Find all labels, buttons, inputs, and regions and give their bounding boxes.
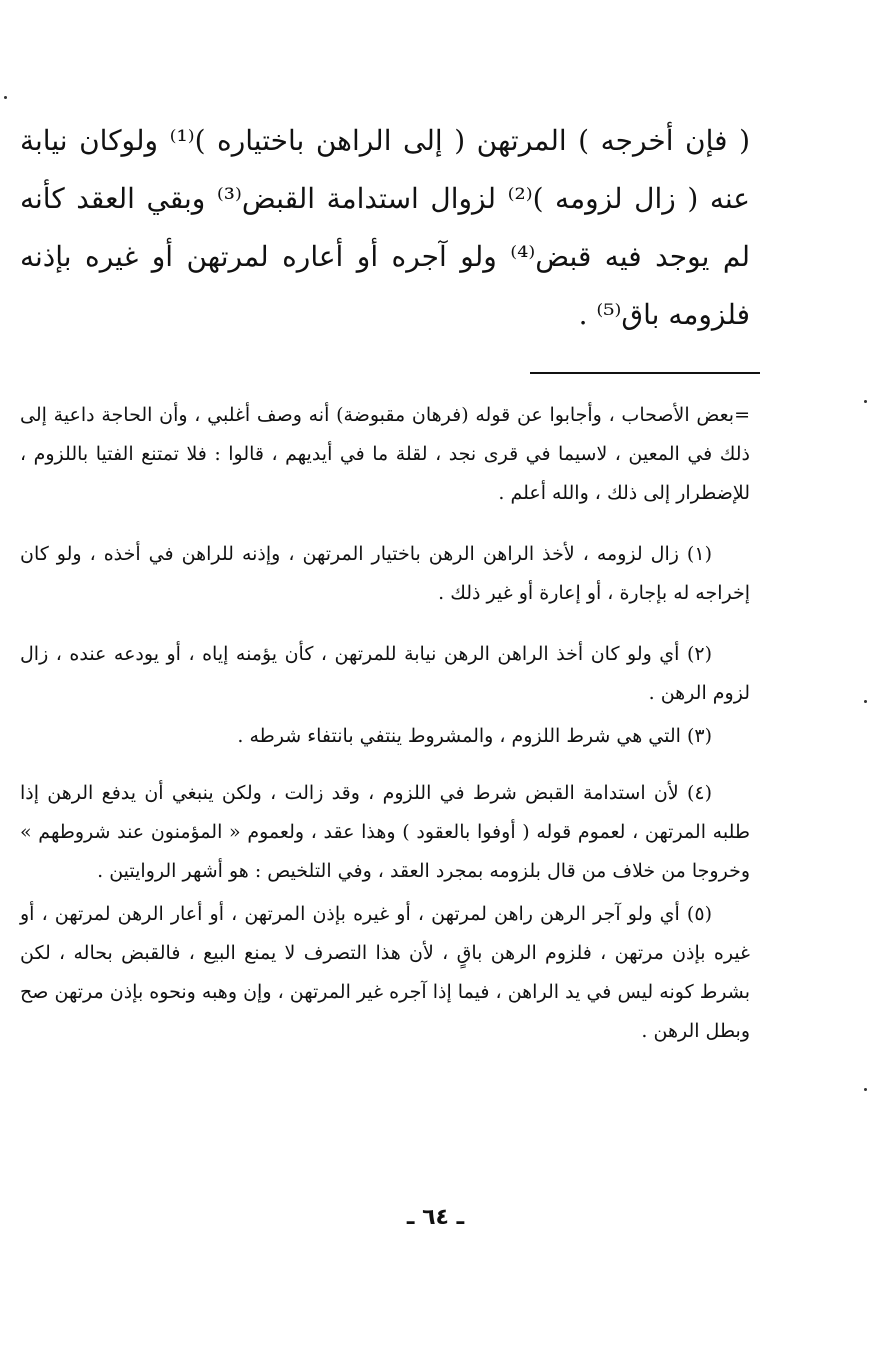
scan-speck (864, 700, 867, 703)
scan-speck (864, 1088, 867, 1091)
footnote-2: (٢) أي ولو كان أخذ الراهن الرهن نيابة للمرتهن ، كأن يؤمنه إياه ، أو يودعه عنده ، زال لزوم الرهن . (20, 643, 750, 704)
main-paragraph: ( فإن أخرجه ) المرتهن ( إلى الراهن باختياره )⁽¹⁾ ولوكان نيابة عنه ( زال لزومه )⁽²⁾ لزوال استدامة القبض⁽³⁾ وبقي العقد كأنه لم يوجد فيه قبض⁽⁴⁾ ولو آجره أو أعاره لمرتهن أو غيره بإذنه فلزومه باق⁽⁵⁾ . (20, 124, 750, 331)
footnote-4: (٤) لأن استدامة القبض شرط في اللزوم ، وقد زالت ، ولكن ينبغي أن يدفع الرهن إذا طلبه المرتهن ، لعموم قوله ( أوفوا بالعقود ) وهذا عقد ، ولعموم « المؤمنون عند شروطهم » وخروجا من خلاف من قال بلزومه بمجرد العقد ، وفي التلخيص : هو أشهر الروايتين . (20, 782, 750, 882)
scan-speck (864, 400, 867, 403)
page-number: ـ ٦٤ ـ (406, 1205, 465, 1230)
footnote-5: (٥) أي ولو آجر الرهن راهن لمرتهن ، أو غيره بإذن المرتهن ، أو أعار الرهن لمرتهن ، أو غيره بإذن مرتهن ، فلزوم الرهن باقٍ ، لأن هذا التصرف لا يمنع البيع ، فالقبض بحاله ، لكن بشرط كونه ليس في يد الراهن ، فيما إذا آجره غير المرتهن ، وإن وهبه ونحوه بإذن مرتهن صح وبطل الرهن . (20, 903, 750, 1042)
footnote-3: (٣) التي هي شرط اللزوم ، والمشروط ينتفي بانتفاء شرطه . (237, 725, 712, 747)
footnote-continuation: =بعض الأصحاب ، وأجابوا عن قوله (فرهان مقبوضة) أنه وصف أغلبي ، وأن الحاجة داعية إلى ذلك في المعين ، لاسيما في قرى نجد ، لقلة ما في أيديهم ، قالوا : فلا تمتنع الفتيا باللزوم ، للإضطرار إلى ذلك ، والله أعلم . (20, 404, 750, 504)
scan-speck (4, 96, 7, 99)
footnotes-block (20, 396, 750, 1051)
footnote-1: (١) زال لزومه ، لأخذ الراهن الرهن باختيار المرتهن ، وإذنه للراهن في أخذه ، ولو كان إخراجه له بإجارة ، أو إعارة أو غير ذلك . (20, 543, 750, 604)
footnote-separator (530, 372, 760, 374)
main-text-block (20, 112, 750, 344)
